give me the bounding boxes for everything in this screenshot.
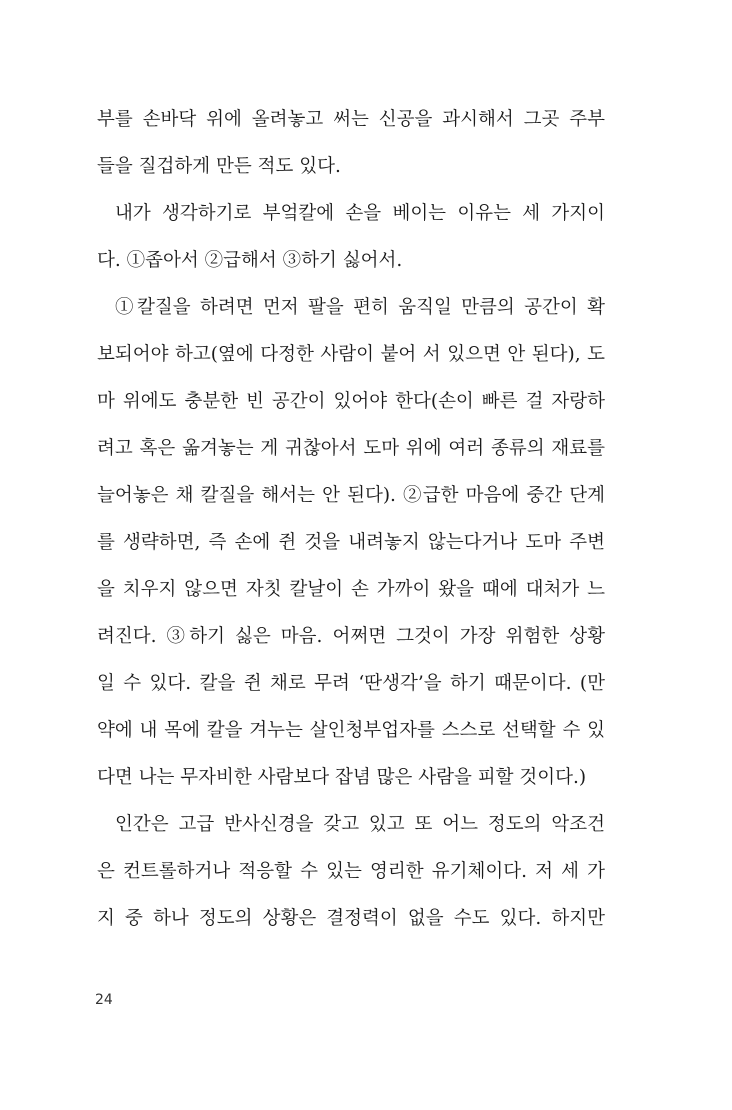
text-line: 내가 생각하기로 부엌칼에 손을 베이는 이유는 세 가지이 <box>115 203 605 224</box>
text-line: 마 위에도 충분한 빈 공간이 있어야 한다(손이 빠른 걸 자랑하 <box>97 391 605 412</box>
text-line: 려고 혹은 옮겨놓는 게 귀찮아서 도마 위에 여러 종류의 재료를 <box>97 438 605 459</box>
text-line: 지 중 하나 정도의 상황은 결정력이 없을 수도 있다. 하지만 <box>97 908 605 929</box>
text-line: 약에 내 목에 칼을 겨누는 살인청부업자를 스스로 선택할 수 있 <box>97 720 605 741</box>
text-line: 을 치우지 않으면 자칫 칼날이 손 가까이 왔을 때에 대처가 느 <box>97 579 605 600</box>
text-line: ①칼질을 하려면 먼저 팔을 편히 움직일 만큼의 공간이 확 <box>115 297 605 318</box>
text-line: 다면 나는 무자비한 사람보다 잡념 많은 사람을 피할 것이다.) <box>97 767 587 788</box>
text-line: 보되어야 하고(옆에 다정한 사람이 붙어 서 있으면 안 된다), 도 <box>97 344 605 365</box>
text-line: 일 수 있다. 칼을 쥔 채로 무려 ‘딴생각’을 하기 때문이다. (만 <box>97 673 605 694</box>
text-line: 다. ①좁아서 ②급해서 ③하기 싫어서. <box>97 250 403 271</box>
body-text <box>97 96 605 942</box>
text-line: 들을 질겁하게 만든 적도 있다. <box>97 156 341 177</box>
text-line: 늘어놓은 채 칼질을 해서는 안 된다). ②급한 마음에 중간 단계 <box>97 485 605 506</box>
text-line: 부를 손바닥 위에 올려놓고 써는 신공을 과시해서 그곳 주부 <box>97 109 605 130</box>
page-number: 24 <box>95 992 113 1008</box>
text-line: 를 생략하면, 즉 손에 쥔 것을 내려놓지 않는다거나 도마 주변 <box>97 532 605 553</box>
text-line: 인간은 고급 반사신경을 갖고 있고 또 어느 정도의 악조건 <box>115 814 605 835</box>
text-line: 려진다. ③하기 싫은 마음. 어쩌면 그것이 가장 위험한 상황 <box>97 626 605 647</box>
text-line: 은 컨트롤하거나 적응할 수 있는 영리한 유기체이다. 저 세 가 <box>97 861 605 882</box>
